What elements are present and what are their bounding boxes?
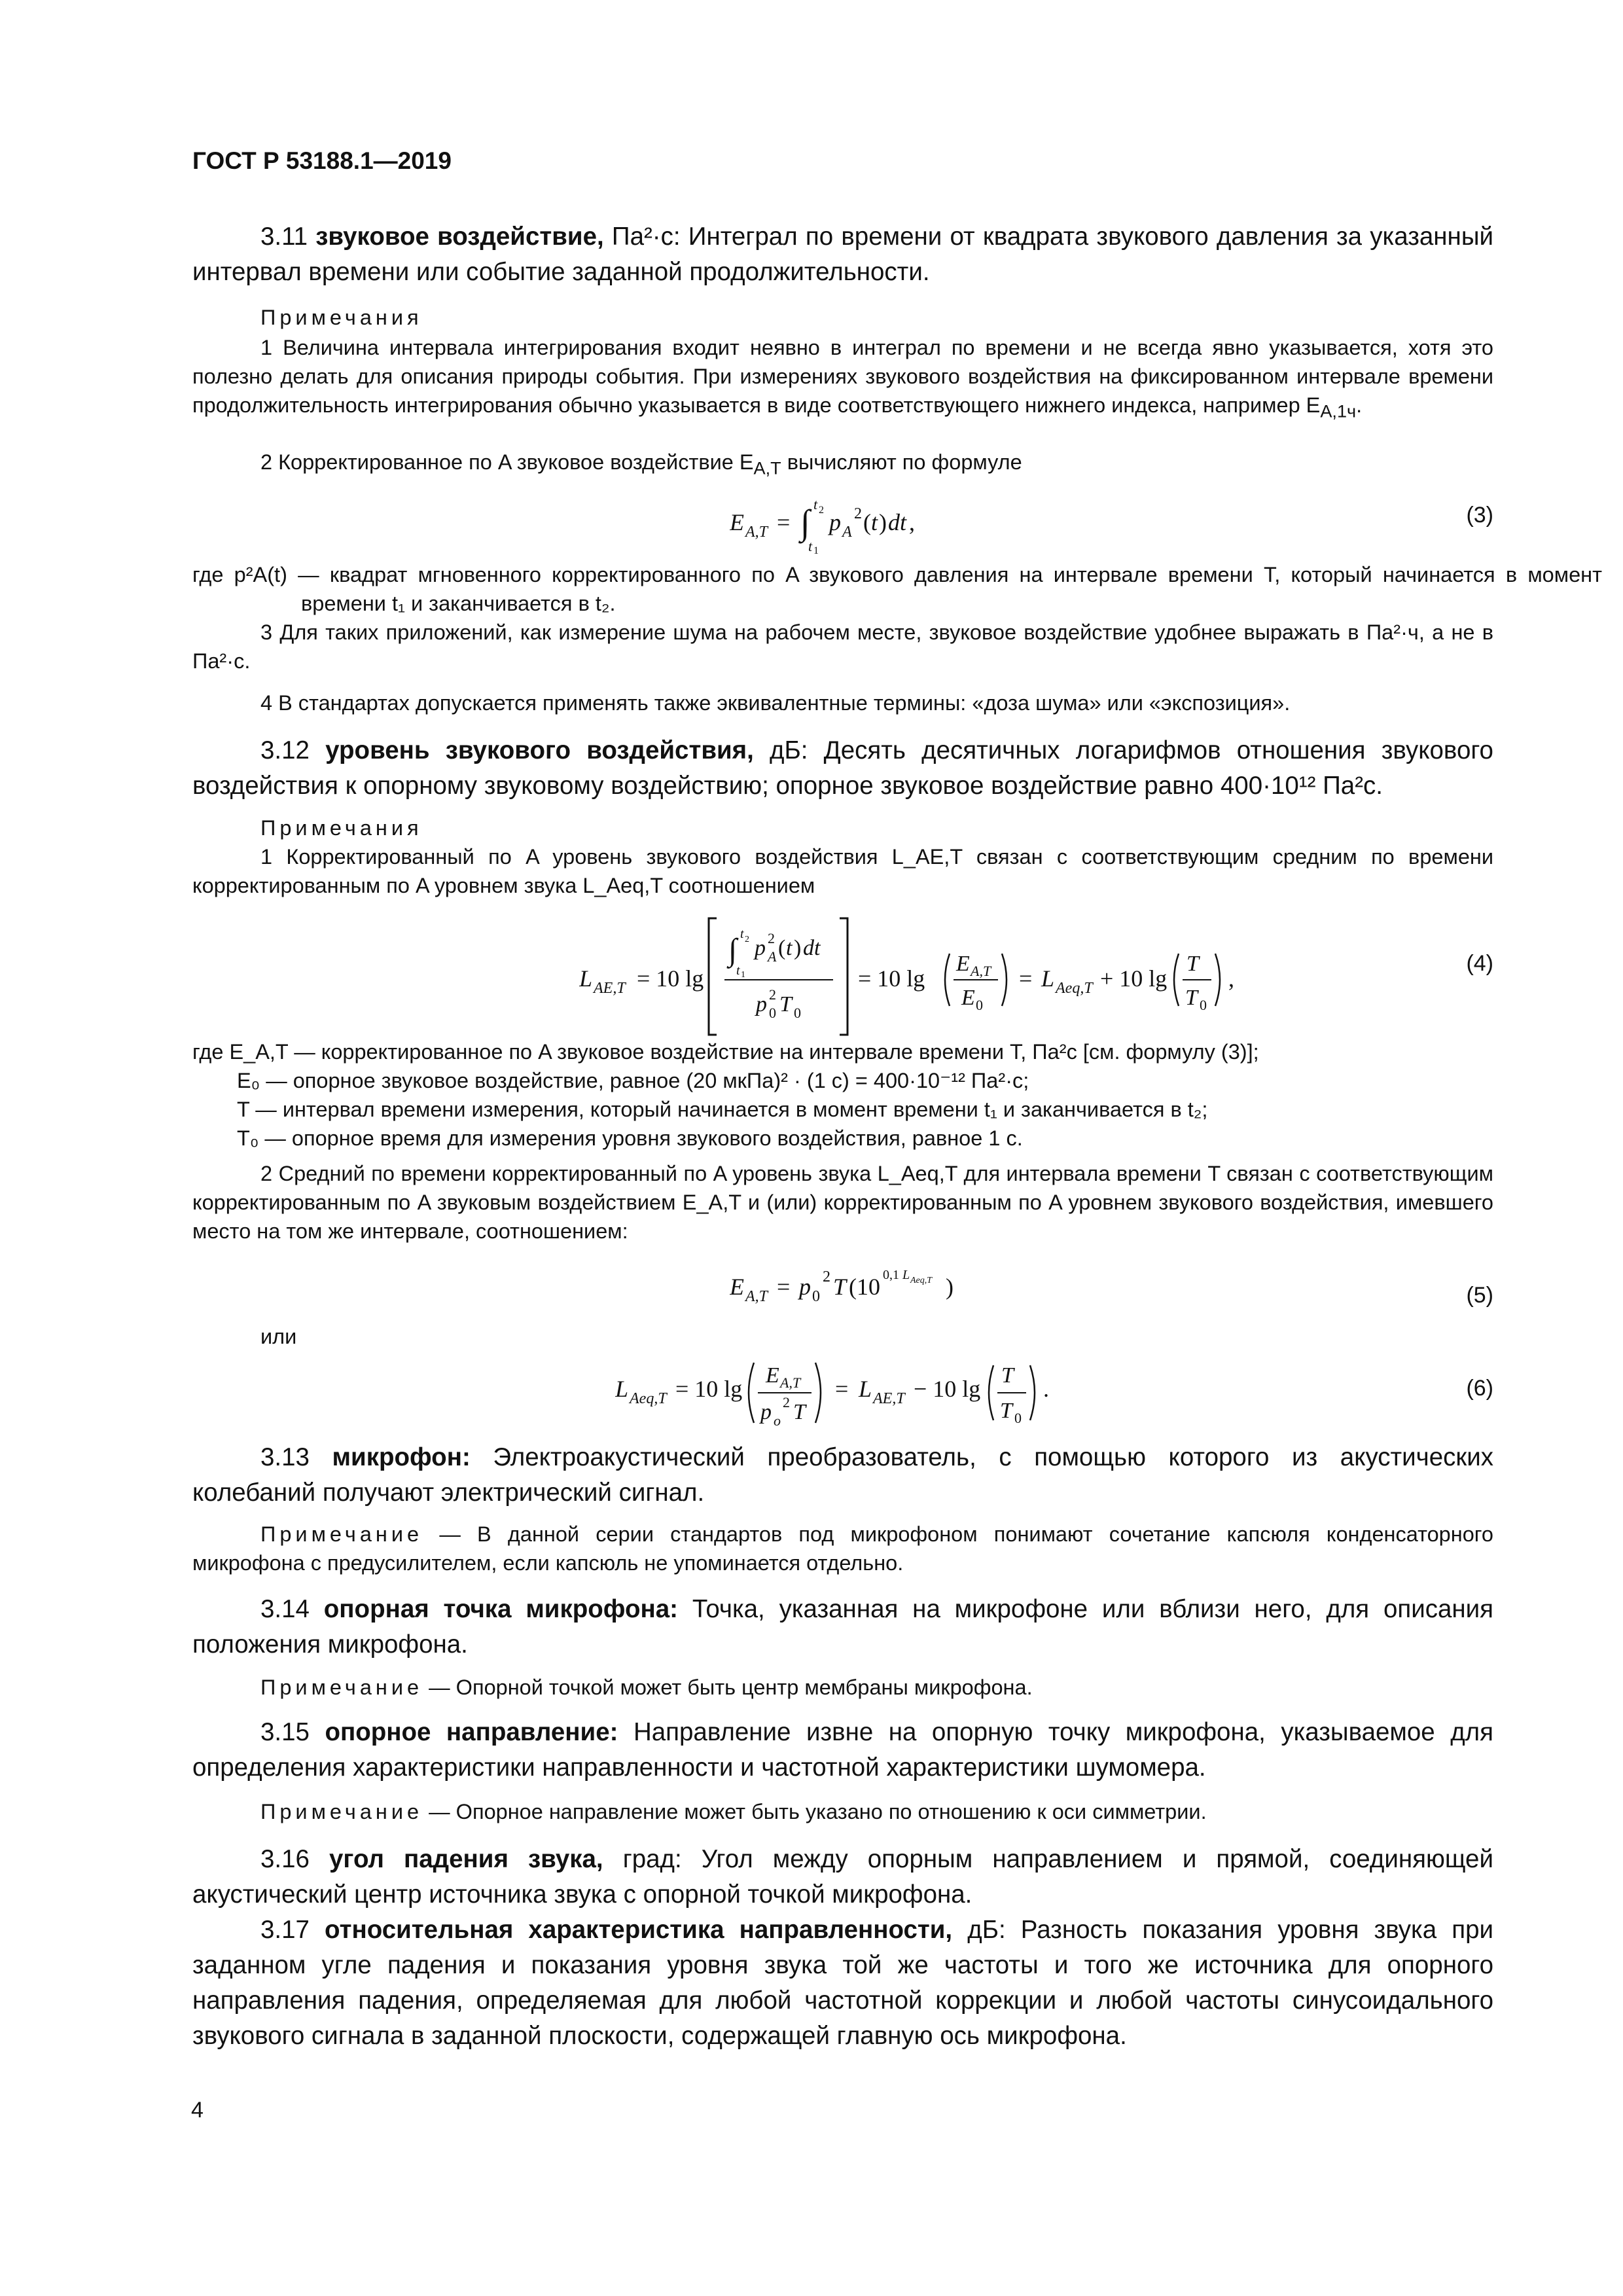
svg-text:(10: (10 (849, 1274, 880, 1300)
svg-text:E: E (730, 1274, 744, 1300)
page-number: 4 (191, 2098, 204, 2123)
term: опорная точка микрофона: (323, 1595, 678, 1623)
formula-3-svg (730, 496, 978, 555)
formula-6 (615, 1354, 1099, 1438)
svg-text:L: L (859, 1376, 872, 1402)
definition-3-16 (192, 1842, 1493, 1912)
formula-3 (730, 496, 978, 561)
formula-3-explanation: где p²A(t) — квадрат мгновенного корректированного по A звукового давления на интервале времени T, который начинается в момент времени t₁ и заканчивается в t₂. (192, 563, 1602, 615)
formula-4-explanation (192, 1037, 1493, 1153)
note-text: — Опорной точкой может быть центр мембраны микрофона. (429, 1676, 1033, 1699)
note-subscript: A,T (753, 457, 781, 478)
svg-text:(: ( (778, 936, 786, 960)
svg-text:0: 0 (1014, 1410, 1022, 1426)
formula-6-number: (6) (1466, 1376, 1493, 1401)
svg-text:o: o (774, 1412, 781, 1429)
svg-text:A: A (842, 524, 852, 541)
definition-3-12 (192, 733, 1493, 804)
svg-text:= 10 lg: = 10 lg (675, 1376, 743, 1402)
svg-text:1: 1 (741, 970, 745, 980)
svg-text:L: L (1041, 965, 1055, 992)
definition-3-14 (192, 1592, 1493, 1662)
svg-text:(: ( (863, 509, 871, 535)
svg-text:=: = (1019, 965, 1033, 992)
svg-text:L: L (579, 965, 593, 992)
svg-text:0: 0 (976, 997, 983, 1013)
explanation-line: T — интервал времени измерения, который начинается в момент времени t₁ и заканчивается в t₂; (237, 1098, 1208, 1121)
term: относительная характеристика направленности, (325, 1916, 953, 1944)
term: уровень звукового воздействия, (325, 736, 754, 764)
definition-text: Десять десятичных логарифмов отношения звукового воздействия к опорному звуковому воздействию; опорное звуковое воздействие равно 400·10¹² Па²с. (192, 736, 1493, 800)
note-text: — Опорное направление может быть указано по отношению к оси симметрии. (429, 1800, 1207, 1823)
clause-number: 3.14 (260, 1595, 310, 1623)
svg-text:dt: dt (888, 509, 907, 535)
clause-number: 3.16 (260, 1845, 310, 1873)
term: звуковое воздействие, (315, 223, 604, 251)
formula-4-number: (4) (1466, 951, 1493, 976)
formula-4-svg (579, 913, 1273, 1044)
definition-text: Угол между опорным направлением и прямой, соединяющей акустический центр источника звука с опорной точкой микрофона. (192, 1845, 1493, 1909)
notes-label: Примечания (260, 306, 423, 329)
svg-text:t: t (740, 927, 744, 941)
svg-text:=: = (835, 1376, 849, 1402)
note-text: — В данной серии стандартов под микрофоном понимают сочетание капсюля конденсаторного микрофона с предусилителем, если капсюль не упоминается отдельно. (192, 1522, 1493, 1575)
svg-text:0: 0 (1200, 997, 1207, 1013)
svg-text:): ) (946, 1274, 954, 1300)
note-text: 2 Корректированное по A звуковое воздействие E (260, 450, 754, 474)
svg-text:T: T (779, 992, 792, 1016)
note-3-15 (192, 1797, 1493, 1826)
svg-text:AE,T: AE,T (873, 1390, 905, 1407)
explanation-line: T₀ — опорное время для измерения уровня звукового воздействия, равное 1 с. (237, 1126, 1023, 1150)
svg-text:2: 2 (854, 505, 862, 522)
svg-text:L: L (615, 1376, 629, 1402)
note-1: 1 Корректированный по A уровень звукового воздействия L_AE,T связан с соответствующим средним по времени корректированным по A уровнем звука L_Aeq,T соотношением (192, 845, 1493, 897)
svg-text:.: . (1043, 1376, 1049, 1402)
definition-text: Электроакустический преобразователь, с помощью которого из акустических колебаний получают электрический сигнал. (192, 1443, 1494, 1507)
unit: град: (622, 1845, 682, 1873)
svg-text:p: p (755, 936, 766, 960)
svg-text:p: p (756, 992, 767, 1016)
svg-text:t: t (736, 963, 740, 978)
svg-text:t: t (786, 936, 793, 960)
definition-3-15 (192, 1715, 1493, 1785)
svg-text:E: E (956, 952, 970, 976)
standard-header: ГОСТ Р 53188.1—2019 (192, 147, 452, 174)
note-text: 1 Величина интервала интегрирования входит неявно в интеграл по времени и не всегда явно указывается, хотя это полезно делать для описания природы события. При измерениях звукового воздействия на фиксированном интервале времени продолжительность интегрирования обычно указывается в виде соответствующего нижнего индекса, например E (192, 336, 1493, 417)
clause-number: 3.12 (260, 736, 310, 764)
svg-text:T: T (833, 1274, 847, 1300)
svg-text:2: 2 (783, 1394, 790, 1410)
svg-text:Aeq,T: Aeq,T (1056, 980, 1093, 997)
svg-text:− 10 lg: − 10 lg (914, 1376, 981, 1402)
svg-text:2: 2 (745, 935, 749, 944)
note-3: 3 Для таких приложений, как измерение шума на рабочем месте, звуковое воздействие удобнее выражать в Па²·ч, а не в Па²·с. (192, 620, 1493, 673)
explanation-line: E₀ — опорное звуковое воздействие, равное (20 мкПа)² · (1 с) = 400·10⁻¹² Па²·с; (237, 1069, 1029, 1092)
svg-text:,: , (909, 509, 915, 535)
svg-text:AE,T: AE,T (594, 980, 626, 997)
definition-text: Интеграл по времени от квадрата звукового давления за указанный интервал времени или событие заданной продолжительности. (192, 223, 1493, 286)
definition-text: Точка, указанная на микрофоне или вблизи него, для описания положения микрофона. (192, 1595, 1494, 1659)
svg-text:t: t (871, 509, 878, 535)
term: угол падения звука, (329, 1845, 603, 1873)
note-text-end: вычисляют по формуле (787, 450, 1022, 474)
svg-text:0: 0 (794, 1005, 801, 1021)
explanation-line: где E_A,T — корректированное по A звуковое воздействие на интервале времени T, Па²с [см. формулу (3)]; (192, 1040, 1259, 1064)
note-label: Примечание (260, 1522, 423, 1546)
definition-text: Разность показания уровня звука при заданном угле падения и показания уровня звука той же частоты и того же источника для опорного направления падения, определяемая для любой частотной коррекции и любой частоты синусоидального звукового сигнала в заданной плоскости, содержащей главную ось микрофона. (192, 1916, 1494, 2050)
svg-text:,: , (1228, 965, 1234, 992)
formula-5-number: (5) (1466, 1283, 1493, 1308)
svg-text:∫: ∫ (800, 503, 810, 542)
svg-text:): ) (879, 509, 887, 535)
term: опорное направление: (325, 1718, 618, 1746)
svg-text:E: E (961, 986, 975, 1010)
note-3-13 (192, 1520, 1493, 1577)
svg-text:=: = (777, 1274, 791, 1300)
svg-text:0,1: 0,1 (883, 1268, 899, 1282)
svg-text:2: 2 (769, 986, 776, 1003)
svg-text:Aeq,T: Aeq,T (910, 1276, 933, 1285)
note-label: Примечание (260, 1676, 423, 1699)
note-4: 4 В стандартах допускается применять также эквивалентные термины: «доза шума» или «экспозиция». (260, 691, 1291, 715)
svg-text:2: 2 (819, 505, 824, 516)
note-1: 1 Величина интервала интегрирования входит неявно в интеграл по времени и не всегда явно указывается, хотя это полезно делать для описания природы события. При измерениях звукового воздействия на фиксированном интервале времени продолжительность интегрирования обычно указывается в виде соответствующего нижнего индекса, например $E_{A,1ч}$. (192, 336, 1493, 422)
note-3-14 (192, 1673, 1493, 1702)
svg-text:A,T: A,T (971, 963, 991, 979)
note-label: Примечание (260, 1800, 423, 1823)
svg-text:T: T (1186, 952, 1199, 976)
clause-number: 3.15 (260, 1718, 310, 1746)
svg-text:E: E (766, 1363, 779, 1388)
svg-text:∫: ∫ (728, 933, 738, 967)
svg-text:L: L (902, 1268, 910, 1282)
definition-3-11 (192, 219, 1493, 290)
svg-text:t: t (808, 538, 813, 554)
svg-text:A: A (768, 948, 777, 965)
unit: дБ: (967, 1916, 1006, 1944)
svg-text:0: 0 (812, 1288, 820, 1305)
note-2 (192, 448, 1493, 483)
clause-number: 3.11 (260, 223, 308, 251)
formula-4 (579, 913, 1273, 1050)
note-subscript: A,1ч (1320, 401, 1357, 422)
svg-text:dt: dt (803, 936, 821, 960)
formula-5 (730, 1262, 1005, 1320)
svg-text:T: T (1001, 1363, 1014, 1388)
unit: дБ: (770, 736, 808, 764)
svg-text:Aeq,T: Aeq,T (630, 1390, 667, 1407)
svg-text:1: 1 (813, 545, 819, 555)
svg-text:E: E (730, 509, 744, 535)
svg-text:t: t (813, 496, 818, 512)
svg-text:= 10 lg: = 10 lg (637, 965, 704, 992)
formula-5-svg (730, 1262, 1005, 1314)
definition-3-17 (192, 1912, 1493, 2054)
svg-text:T: T (1185, 986, 1198, 1010)
svg-text:= 10 lg: = 10 lg (858, 965, 925, 992)
svg-text:p: p (829, 509, 841, 535)
unit: Па²·с: (611, 223, 681, 251)
svg-text:p: p (799, 1274, 811, 1300)
term: микрофон: (332, 1443, 471, 1471)
clause-number: 3.17 (260, 1916, 310, 1944)
svg-text:A,T: A,T (780, 1374, 801, 1391)
svg-text:A,T: A,T (745, 1288, 768, 1305)
formula-3-number: (3) (1466, 503, 1493, 528)
svg-text:+ 10 lg: + 10 lg (1100, 965, 1168, 992)
clause-number: 3.13 (260, 1443, 310, 1471)
svg-text:2: 2 (768, 930, 775, 946)
svg-text:2: 2 (823, 1268, 830, 1285)
note-2: 2 Средний по времени корректированный по A уровень звука L_Aeq,T для интервала времени T связан с соответствующим корректированным по A звуковым воздействием E_A,T и (или) корректированным по A уровнем звукового воздействия, имевшего место на том же интервале, соотношением: (192, 1162, 1493, 1243)
or-label: или (260, 1325, 297, 1348)
definition-3-13 (192, 1440, 1493, 1511)
svg-text:A,T: A,T (745, 524, 768, 541)
svg-text:): ) (794, 936, 802, 960)
notes-label: Примечания (260, 816, 423, 840)
svg-text:p: p (760, 1400, 772, 1424)
svg-text:0: 0 (769, 1005, 776, 1021)
svg-text:T: T (1000, 1399, 1012, 1423)
definition-text: Направление извне на опорную точку микрофона, указываемое для определения характеристики направленности и частотной характеристики шумомера. (192, 1718, 1493, 1782)
formula-6-svg (615, 1354, 1099, 1432)
svg-text:T: T (793, 1400, 806, 1424)
svg-text:=: = (777, 509, 791, 535)
